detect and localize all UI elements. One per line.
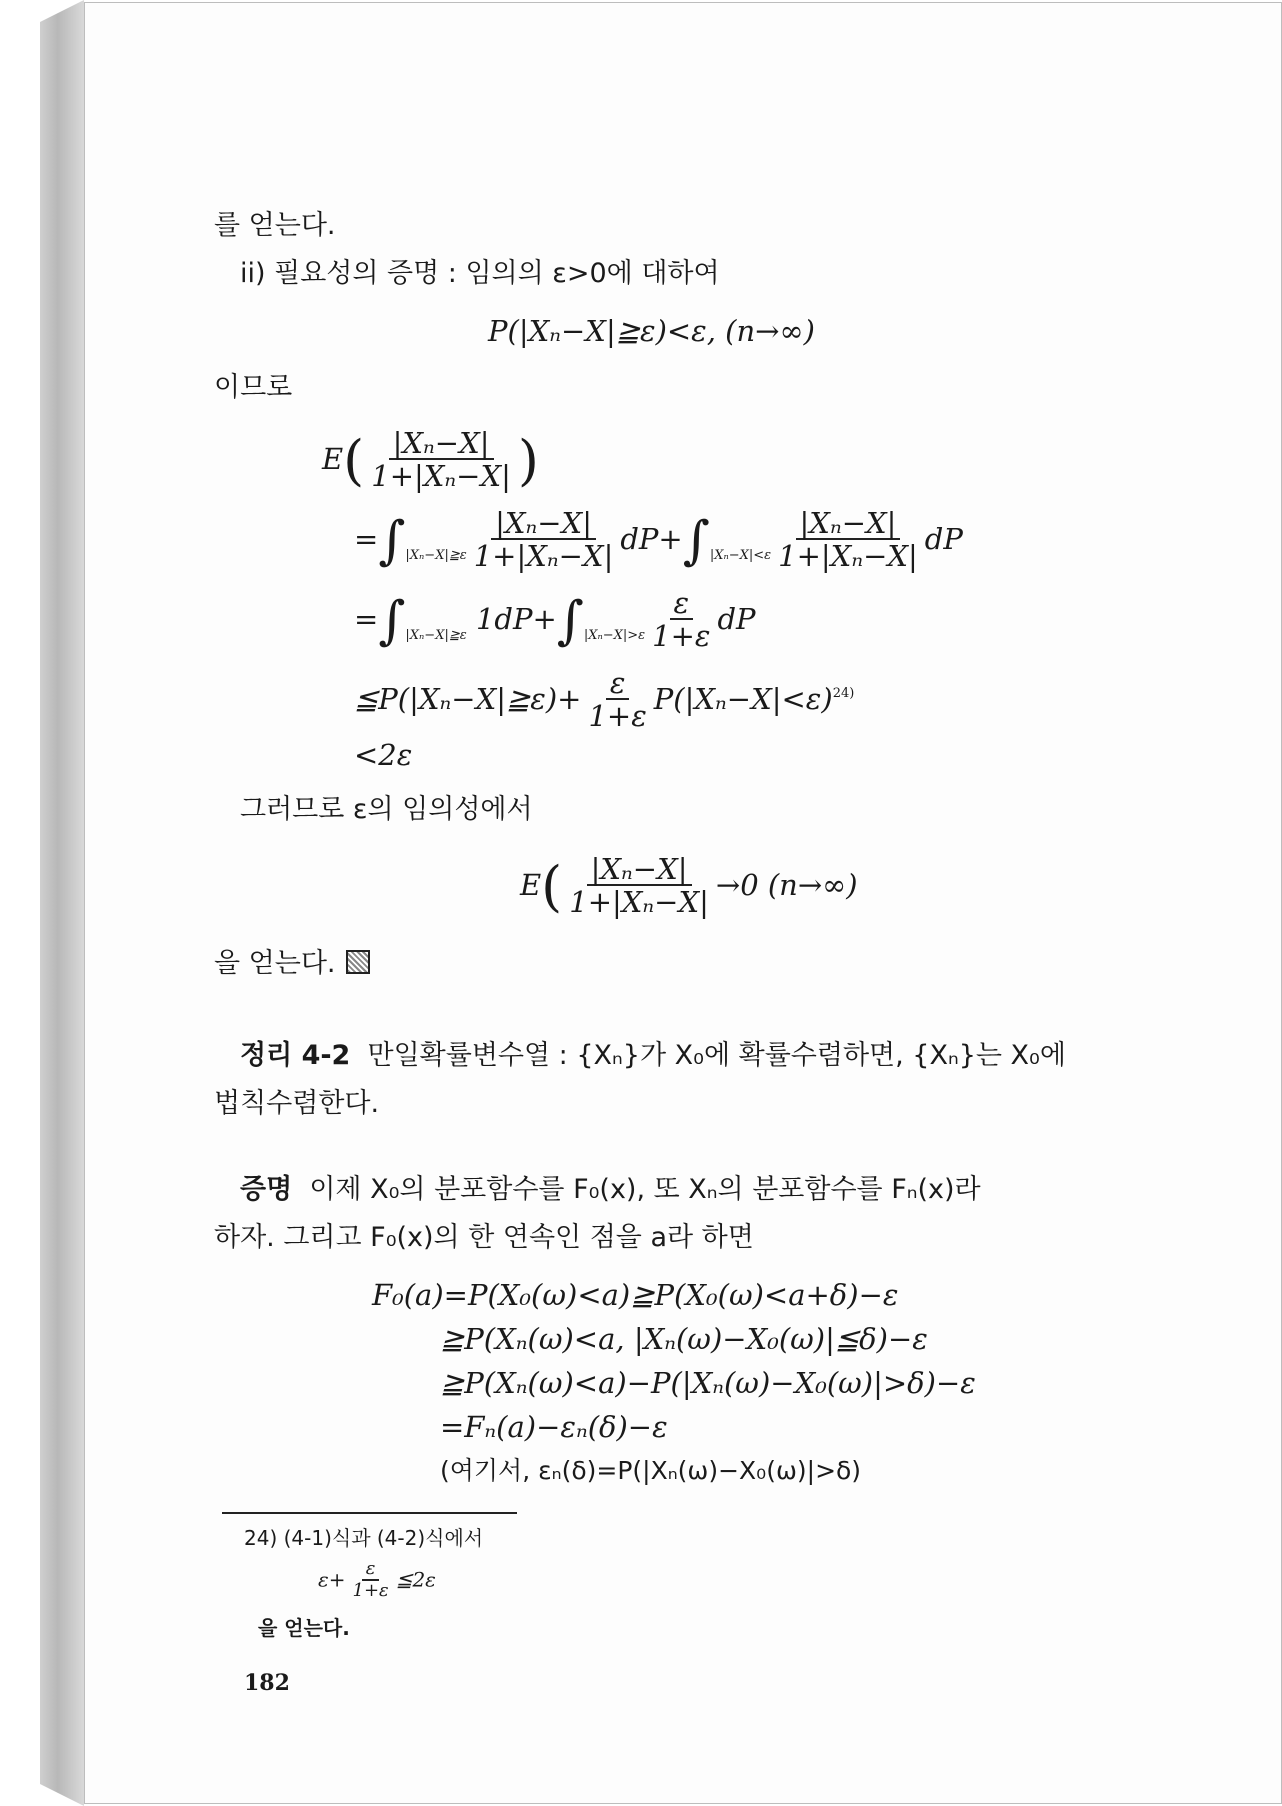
equation: ≧P(Xₙ(ω)<a)−P(|Xₙ(ω)−X₀(ω)|>δ)−ε	[440, 1366, 976, 1400]
book-spine-edge	[40, 0, 84, 1806]
equation-integral-split: $=\int_{|X_n-X|≧\varepsilon}$ $\frac{\text{|Xₙ−X|}}{\text{1+|Xₙ−X|}}$ $dP+\int_{|X_n-X|<\varepsilon}$ $\frac{\text{|Xₙ−X|}}{\text{1+|Xₙ−X|}}$ dP	[354, 506, 963, 574]
text-line: 을 얻는다.	[214, 948, 370, 980]
equation: <2ε	[354, 738, 413, 772]
footnote: 을 얻는다.	[258, 1616, 350, 1640]
proof-heading: 증명	[240, 1174, 293, 1205]
text-line: 법칙수렴한다.	[214, 1088, 380, 1119]
footnote-equation: ε+ $\frac{\varepsilon}{1+\varepsilon}$ ≦2ε	[318, 1558, 436, 1601]
equation: P(|Xₙ−X|≧ε)<ε, (n→∞)	[488, 314, 815, 348]
footnote-rule	[222, 1512, 517, 1514]
theorem-heading: 정리 4-2	[240, 1040, 351, 1071]
equation-integral-bound: $=\int_{|X_n-X|≧\varepsilon}$ $1dP+\int_{|X_n-X|>\varepsilon}$ $\frac{\varepsilon}{1+\varepsilon}$ dP	[354, 586, 756, 654]
qed-square-icon	[346, 950, 370, 974]
page-number: 182	[244, 1670, 290, 1696]
text-line: 를 얻는다.	[214, 210, 336, 241]
text-line: 이므로	[214, 372, 293, 403]
text-line: 하자. 그리고 F₀(x)의 한 연속인 점을 a라 하면	[214, 1222, 754, 1253]
theorem: 정리 4-2 만일확률변수열 : {Xₙ}가 X₀에 확률수렴하면, {Xₙ}는 X₀에	[240, 1040, 1066, 1071]
equation-prob-bound: ≦P(|Xₙ−X|≧ε)+ $\frac{\varepsilon}{1+\varepsilon}$ P(|Xₙ−X|<ε)$^{24)}$	[354, 666, 855, 734]
equation-note: (여기서, εₙ(δ)=P(|Xₙ(ω)−X₀(ω)|>δ)	[440, 1456, 862, 1485]
footnote: 24) (4-1)식과 (4-2)식에서	[244, 1526, 484, 1550]
text-line: ii) 필요성의 증명 : 임의의 ε>0에 대하여	[240, 258, 720, 289]
equation-limit: E( $\frac{\text{|Xₙ−X|}}{\text{1+|Xₙ−X|}}$ →0 (n→∞)	[520, 852, 858, 920]
equation: F₀(a)=P(X₀(ω)<a)≧P(X₀(ω)<a+δ)−ε	[372, 1278, 899, 1312]
equation: ≧P(Xₙ(ω)<a, |Xₙ(ω)−X₀(ω)|≦δ)−ε	[440, 1322, 928, 1356]
equation: =Fₙ(a)−εₙ(δ)−ε	[440, 1410, 668, 1444]
equation-expectation: E( $\frac{\text{|Xₙ−X|}}{\text{1+|Xₙ−X|}}$ )	[322, 426, 539, 494]
proof: 증명 이제 X₀의 분포함수를 F₀(x), 또 Xₙ의 분포함수를 Fₙ(x)라	[240, 1174, 981, 1205]
text-line: 그러므로 ε의 임의성에서	[240, 794, 533, 825]
